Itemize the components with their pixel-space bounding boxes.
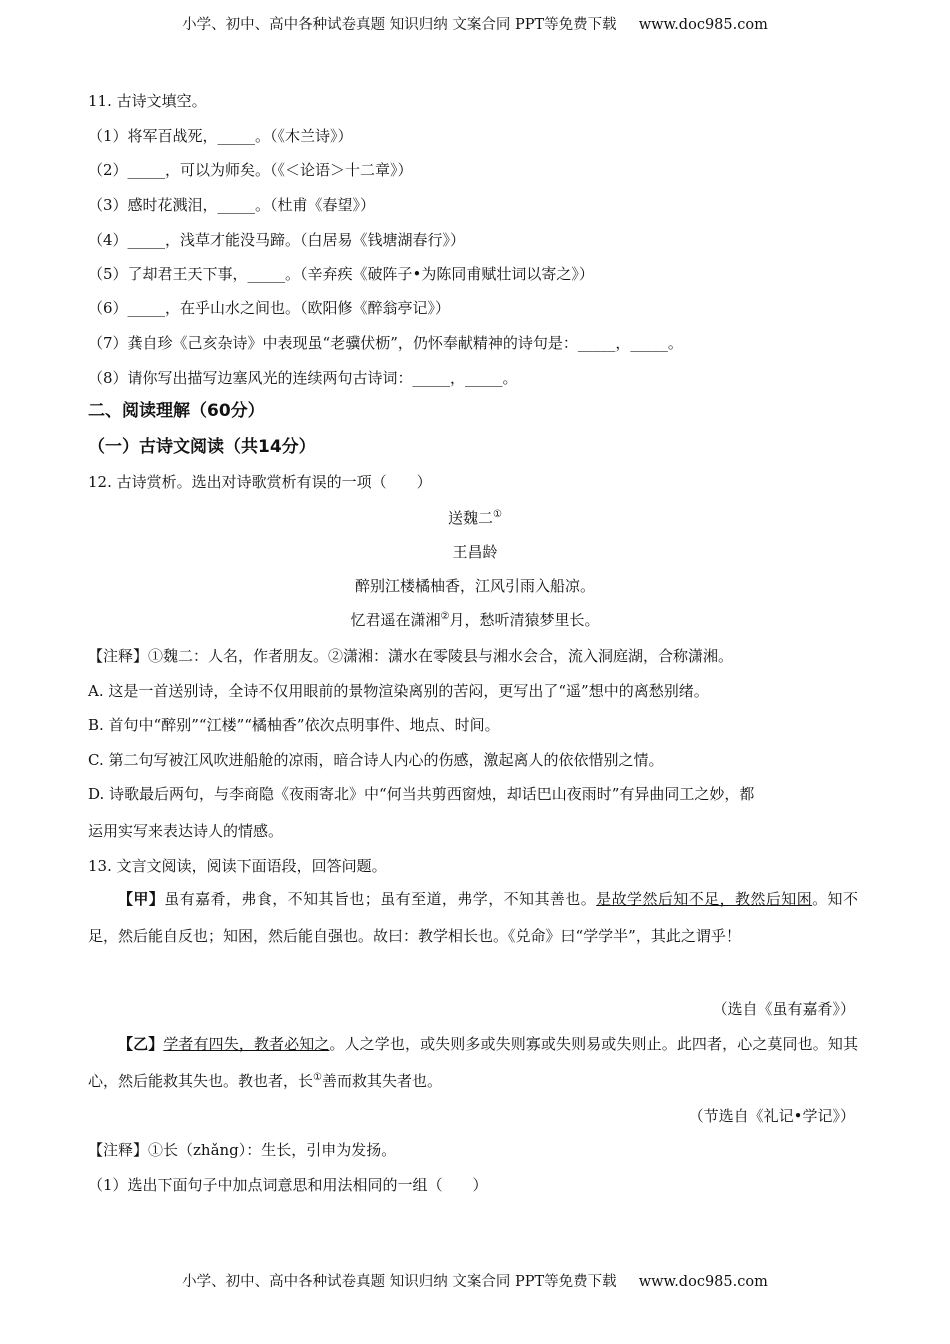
poem-line-1: 醉别江楼橘柚香，江风引雨入船凉。 [354,577,595,595]
header-url[interactable]: www.doc985.com [638,17,768,33]
page-header [0,13,950,34]
poem-title-note: ① [493,509,502,520]
passage-jia-underlined: 是故学然后知不足，教然后知困 [596,890,813,908]
poem-line-2-a: 忆君遥在潇湘 [350,611,441,629]
passage-jia-label: 【甲】 [118,890,165,908]
section-2-title: 二、阅读理解（60分） [88,401,265,421]
section-2-sub-1: （一）古诗文阅读（共14分） [88,437,316,457]
passage-yi-underlined: 学者有四失，教者必知之 [163,1035,330,1053]
q11-item-8: （8）请你写出描写边塞风光的连续两句古诗词：_____，_____。 [88,369,518,387]
q11-item-4: （4）_____，浅草才能没马蹄。（白居易《钱塘湖春行》） [88,231,466,249]
passage-yi-source: （节选自《礼记•学记》） [688,1107,855,1125]
poem-line-2 [0,610,950,630]
q11-item-2: （2）_____，可以为师矣。（《＜论语＞十二章》） [88,161,413,179]
passage-yi-a: 。人之学也，或失则多或失则寡或失则易或失则止。此四者，心之莫同也。知其心，然后能救其失也。教也者，长 [88,1035,858,1090]
q12-title: 12. 古诗赏析。选出对诗歌赏析有误的一项（ ） [88,473,432,491]
q11-item-7: （7）龚自珍《己亥杂诗》中表现虽“老骥伏枥”，仍怀奉献精神的诗句是：_____，_____。 [88,334,683,352]
footer-text: 小学、初中、高中各种试卷真题 知识归纳 文案合同 PPT等免费下载 [182,1274,617,1290]
q12-option-d-cont: 运用实写来表达诗人的情感。 [88,822,284,840]
q12-option-d: D. 诗歌最后两句，与李商隐《夜雨寄北》中“何当共剪西窗烛，却话巴山夜雨时”有异曲同工之妙，都 [88,785,755,803]
poem-line-2-b: 月，愁听清猿梦里长。 [449,611,600,629]
passage-jia [88,881,858,955]
q12-note: 【注释】①魏二：人名，作者朋友。②潇湘：潇水在零陵县与湘水会合，流入洞庭湖，合称潇湘。 [88,647,734,665]
poem-title [0,508,950,528]
q13-sub-1: （1）选出下面句子中加点词意思和用法相同的一组（ ） [88,1176,488,1194]
q12-option-c: C. 第二句写被江风吹进船舱的凉雨，暗合诗人内心的伤感，激起离人的依依惜别之情。 [88,751,664,769]
poem-author: 王昌龄 [452,543,498,561]
q11-item-5: （5）了却君王天下事，_____。（辛弃疾《破阵子•为陈同甫赋壮词以寄之》） [88,265,594,283]
page-footer [0,1270,950,1291]
passage-yi-note: ① [313,1072,322,1083]
passage-jia-source: （选自《虽有嘉肴》） [712,1000,855,1018]
q11-item-6: （6）_____，在乎山水之间也。（欧阳修《醉翁亭记》） [88,299,451,317]
q11-title: 11. 古诗文填空。 [88,92,207,110]
q13-title: 13. 文言文阅读，阅读下面语段，回答问题。 [88,857,387,875]
q12-option-a: A. 这是一首送别诗，全诗不仅用眼前的景物渲染离别的苦闷，更写出了“遥”想中的离愁别绪。 [88,682,709,700]
passage-jia-a: 虽有嘉肴，弗食，不知其旨也；虽有至道，弗学，不知其善也。 [164,890,597,908]
passage-yi-b: 善而救其失者也。 [321,1072,442,1090]
header-text: 小学、初中、高中各种试卷真题 知识归纳 文案合同 PPT等免费下载 [182,17,617,33]
q12-option-b: B. 首句中“醉别”“江楼”“橘柚香”依次点明事件、地点、时间。 [88,716,500,734]
footer-url[interactable]: www.doc985.com [638,1274,768,1290]
q11-item-3: （3）感时花溅泪，_____。（杜甫《春望》） [88,196,376,214]
passage-jia-b: 。知不足，然后能自反也；知困，然后能自强也。故曰：教学相长也。《兑命》曰“学学半”，其此之谓乎！ [88,890,858,945]
q13-note: 【注释】①长（zhǎng）：生长，引申为发扬。 [88,1141,397,1159]
passage-yi-label: 【乙】 [118,1035,164,1053]
passage-yi [88,1026,858,1100]
poem-line-2-note: ② [440,611,450,622]
q11-item-1: （1）将军百战死，_____。（《木兰诗》） [88,127,353,145]
poem-title-text: 送魏二 [448,509,494,527]
